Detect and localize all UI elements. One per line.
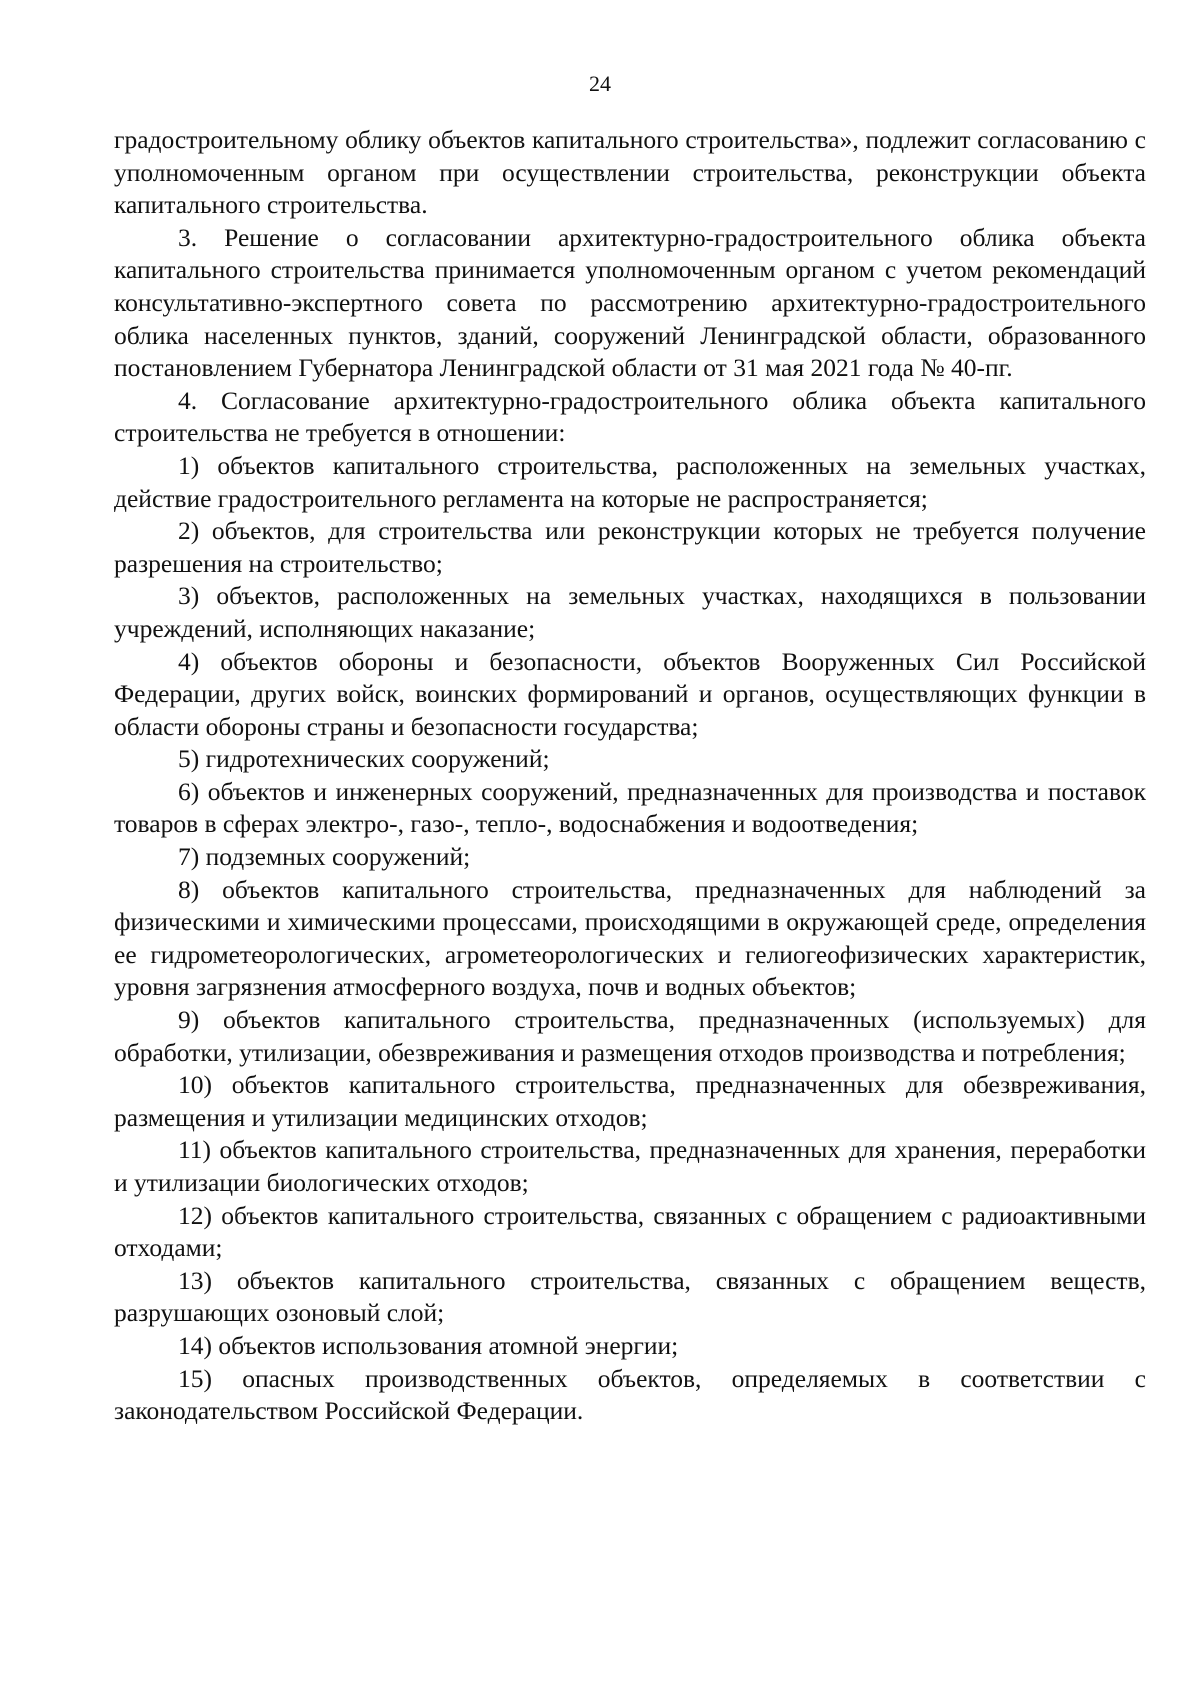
paragraph-continuation: градостроительному облику объектов капитального строительства», подлежит согласованию с уполномоченным органом при осуществлении строительства, реконструкции объекта капитального строительства.: [114, 125, 1146, 220]
list-item-14: 14) объектов использования атомной энергии;: [178, 1330, 679, 1360]
paragraph-clause-3: 3. Решение о согласовании архитектурно-градостроительного облика объекта капитального строительства принимается уполномоченным органом с учетом рекомендаций консультативно-экспертного совета по рассмотрению архитектурно-градостроительного облика населенных пунктов, зданий, сооружений Ленинградской области, образованного постановлением Губернатора Ленинградской области от 31 мая 2021 года № 40-пг.: [114, 222, 1146, 383]
list-item-1: 1) объектов капитального строительства, расположенных на земельных участках, действие градостроительного регламента на которые не распространяется;: [114, 450, 1146, 513]
list-item-11: 11) объектов капитального строительства, предназначенных для хранения, переработки и утилизации биологических отходов;: [114, 1135, 1146, 1197]
list-item-5: 5) гидротехнических сооружений;: [178, 744, 550, 774]
list-item-12: 12) объектов капитального строительства, связанных с обращением с радиоактивными отходами;: [114, 1200, 1146, 1263]
list-item-4: 4) объектов обороны и безопасности, объектов Вооруженных Сил Российской Федерации, других войск, воинских формирований и органов, осуществляющих функции в области обороны страны и безопасности государства;: [114, 646, 1146, 741]
list-item-8: 8) объектов капитального строительства, предназначенных для наблюдений за физическими и химическими процессами, происходящими в окружающей среде, определения ее гидрометеорологических, агрометеорологических и гелиогеофизических характеристик, уровня загрязнения атмосферного воздуха, почв и водных объектов;: [114, 874, 1146, 1002]
document-body: [114, 124, 1146, 1428]
list-item-3: 3) объектов, расположенных на земельных участках, находящихся в пользовании учреждений, исполняющих наказание;: [114, 581, 1146, 643]
list-item-6: 6) объектов и инженерных сооружений, предназначенных для производства и поставок товаров в сферах электро-, газо-, тепло-, водоснабжения и водоотведения;: [114, 776, 1146, 839]
page-number: 24: [589, 71, 611, 96]
list-item-7: 7) подземных сооружений;: [178, 842, 471, 872]
list-item-9: 9) объектов капитального строительства, предназначенных (используемых) для обработки, утилизации, обезвреживания и размещения отходов производства и потребления;: [114, 1005, 1146, 1067]
list-item-15: 15) опасных производственных объектов, определяемых в соответствии с законодательством Российской Федерации.: [114, 1363, 1146, 1426]
paragraph-clause-4: 4. Согласование архитектурно-градостроительного облика объекта капитального строительства не требуется в отношении:: [114, 385, 1146, 448]
list-item-10: 10) объектов капитального строительства, предназначенных для обезвреживания, размещения и утилизации медицинских отходов;: [114, 1070, 1146, 1132]
list-item-2: 2) объектов, для строительства или реконструкции которых не требуется получение разрешения на строительство;: [114, 516, 1146, 578]
list-item-13: 13) объектов капитального строительства, связанных с обращением веществ, разрушающих озоновый слой;: [114, 1265, 1146, 1328]
